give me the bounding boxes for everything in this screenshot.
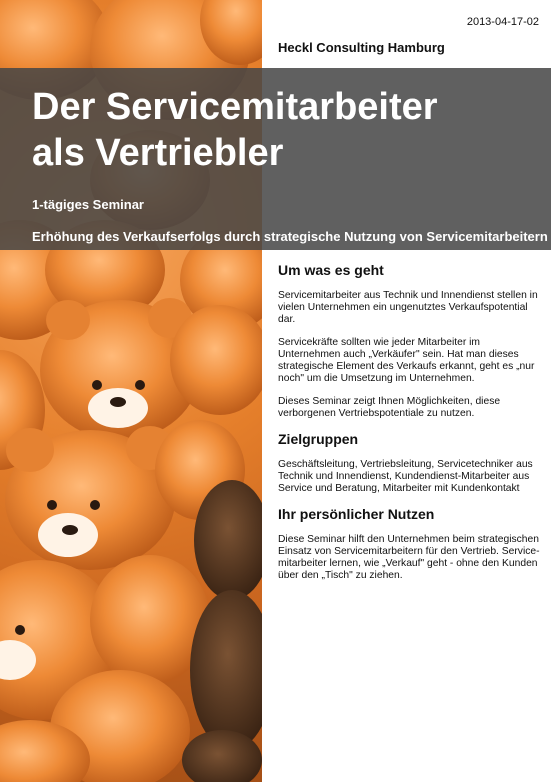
content-column	[278, 262, 540, 593]
document-date: 2013-04-17-02	[466, 16, 539, 28]
section-paragraph: Servicekräfte sollten wie jeder Mitarbeiter im Unternehmen auch „Verkäufer" sein. Hat man dieses strategische Element des Verkaufs erkannt, geht es „nur noch" um die Umsetzung im Unternehmen.	[278, 337, 535, 384]
section-heading: Zielgruppen	[278, 431, 359, 447]
section-paragraph: Geschäftsleitung, Vertriebsleitung, Servicetechniker aus Technik und Innendienst, Kundendienst-Mitarbeiter aus Service und Beratung, Mitarbeiter mit Kundenkontakt	[278, 459, 533, 494]
section-heading: Um was es geht	[278, 262, 384, 278]
company-name: Heckl Consulting Hamburg	[278, 40, 445, 55]
title-line-1: Der Servicemitarbeiter	[32, 86, 438, 128]
section-heading: Ihr persönlicher Nutzen	[278, 506, 435, 522]
section-about	[278, 262, 540, 420]
seminar-type: 1-tägiges Seminar	[32, 197, 144, 212]
section-paragraph: Servicemitarbeiter aus Technik und Innendienst stellen in vielen Unternehmen ein ungenutztes Verkaufspotential dar.	[278, 290, 538, 325]
title-line-2: als Vertriebler	[32, 132, 284, 174]
section-paragraph: Diese Seminar hilft den Unternehmen beim strategischen Einsatz von Servicemitarbeitern für den Vertrieb. Service-mitarbeiter lernen, wie „Verkauf" geht - ohne den Kunden über den „Tisch" zu ziehen.	[278, 534, 540, 581]
section-target-groups	[278, 431, 540, 495]
document-title	[32, 84, 512, 176]
section-benefits	[278, 506, 540, 582]
document-subtitle: Erhöhung des Verkaufserfolgs durch strategische Nutzung von Servicemitarbeitern	[32, 229, 548, 244]
section-paragraph: Dieses Seminar zeigt Ihnen Möglichkeiten, diese verborgenen Vertriebspotentiale zu nutzen.	[278, 396, 501, 419]
